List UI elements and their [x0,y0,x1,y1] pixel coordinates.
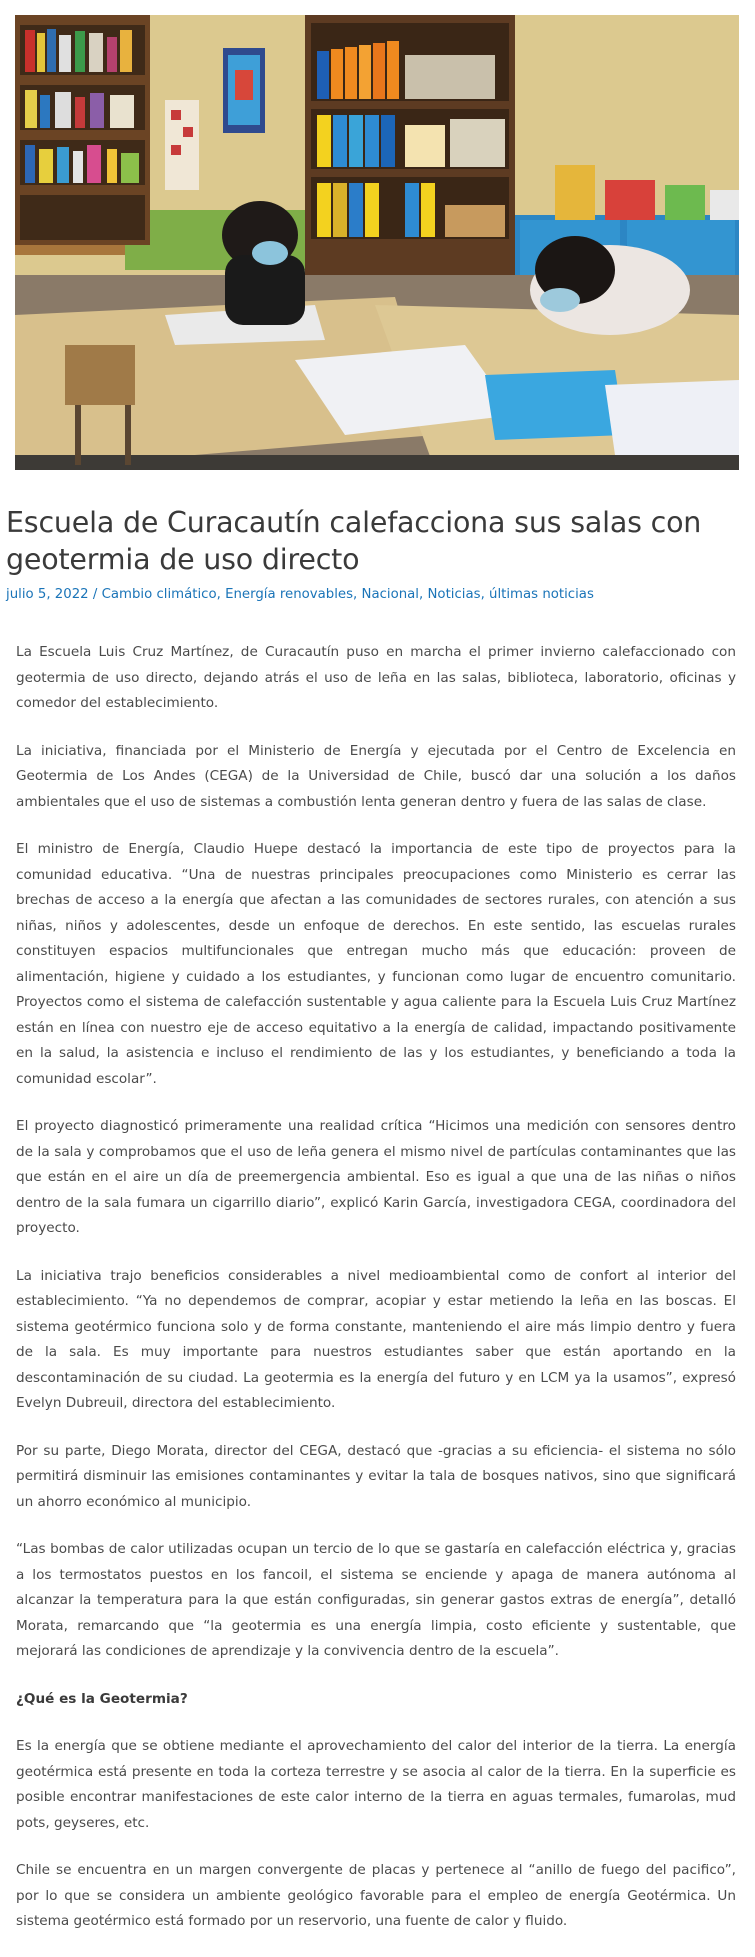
article-paragraph: Es la energía que se obtiene mediante el aprovechamiento del calor del interior de la tierra. La energía geotérmica está presente en toda la corteza terrestre y se asocia al calor de la tierra. En la superficie es posible encontrar manifestaciones de este calor interno de la tierra en aguas termales, fumarolas, mud pots, geyseres, etc. [16,1738,736,1831]
article-paragraph: El ministro de Energía, Claudio Huepe destacó la importancia de este tipo de proyectos para la comunidad educativa. “Una de nuestras principales preocupaciones como Ministerio es cerrar las brechas de acceso a la energía que afectan a las comunidades de sectores rurales, con atención a sus niñas, niños y adolescentes, desde un enfoque de derechos. En este sentido, las escuelas rurales constituyen espacios multifuncionales que entregan mucho más que educación: proveen de alimentación, higiene y cuidado a los estudiantes, y funcionan como lugar de encuentro comunitario. Proyectos como el sistema de calefacción sustentable y agua caliente para la Escuela Luis Cruz Martínez están en línea con nuestro eje de acceso equitativo a la energía de calidad, impactando positivamente en la salud, la asistencia e incluso el rendimiento de las y los estudiantes, y beneficiando a toda la comunidad escolar”. [16,841,736,1087]
article-meta: julio 5, 2022 / Cambio climático, Energía renovables, Nacional, Noticias, últimas noticias [6,587,594,602]
category-link-cambio-climatico[interactable]: Cambio climático [101,587,217,602]
article-paragraph: Chile se encuentra en un margen convergente de placas y pertenece al “anillo de fuego del pacifico”, por lo que se considera un ambiente geológico favorable para el empleo de energía Geotérmica. Un sistema geotérmico está formado por un reservorio, una fuente de calor y fluido. [16,1862,736,1929]
article-body [16,640,736,1957]
article-paragraph: La iniciativa trajo beneficios considerables a nivel medioambiental como de confort al interior del establecimiento. “Ya no dependemos de comprar, acopiar y estar metiendo la leña en las boscas. El sistema geotérmico funciona solo y de forma constante, manteniendo el aire más limpio dentro y fuera de la sala. Es muy importante para nuestros estudiantes saber que están aportando en la descontaminación de su ciudad. La geotermia es la energía del futuro y en LCM ya la usamos”, expresó Evelyn Dubreuil, directora del establecimiento. [16,1267,736,1411]
article-paragraph: La Escuela Luis Cruz Martínez, de Curacautín puso en marcha el primer invierno calefaccionado con geotermia de uso directo, dejando atrás el uso de leña en las salas, biblioteca, laboratorio, oficinas y comedor del establecimiento. [16,644,736,711]
hero-image [15,15,739,470]
article-date-link[interactable]: julio 5, 2022 [6,587,89,602]
article-paragraph: Por su parte, Diego Morata, director del CEGA, destacó que -gracias a su eficiencia- el sistema no sólo permitirá disminuir las emisiones contaminantes y evitar la tala de bosques nativos, sino que significará un ahorro económico al municipio. [16,1442,736,1510]
classroom-photo [15,15,739,470]
article-paragraph: La iniciativa, financiada por el Ministerio de Energía y ejecutada por el Centro de Excelencia en Geotermia de Los Andes (CEGA) de la Universidad de Chile, buscó dar una solución a los daños ambientales que el uso de sistemas a combustión lenta generan dentro y fuera de las salas de clase. [16,742,736,810]
category-link-noticias[interactable]: Noticias [427,587,481,602]
meta-separator: / [88,587,102,602]
article-paragraph: El proyecto diagnosticó primeramente una realidad crítica “Hicimos una medición con sensores dentro de la sala y comprobamos que el uso de leña genera el mismo nivel de partículas contaminantes que las que están en el aire un día de preemergencia ambiental. Eso es igual a que una de las niñas o niños dentro de la sala fumara un cigarrillo diario”, explicó Karin García, investigadora CEGA, coordinadora del proyecto. [16,1118,736,1236]
article-paragraph: “Las bombas de calor utilizadas ocupan un tercio de lo que se gastaría en calefacción eléctrica y, gracias a los termostatos puestos en los fancoil, el sistema se enciende y apaga de manera autónoma al alcanzar la temperatura para la que están configuradas, sin generar gastos extras de energía”, detalló Morata, remarcando que “la geotermia es una energía limpia, costo eficiente y sustentable, que mejorará las condiciones de aprendizaje y la convivencia dentro de la escuela”. [16,1541,736,1659]
article-title: Escuela de Curacautín calefacciona sus salas con geotermia de uso directo [6,506,702,576]
category-link-nacional[interactable]: Nacional [361,587,420,602]
category-link-ultimas-noticias[interactable]: últimas noticias [489,587,594,602]
section-subheading: ¿Qué es la Geotermia? [16,1690,188,1707]
category-link-energia-renovables[interactable]: Energía renovables [225,587,354,602]
